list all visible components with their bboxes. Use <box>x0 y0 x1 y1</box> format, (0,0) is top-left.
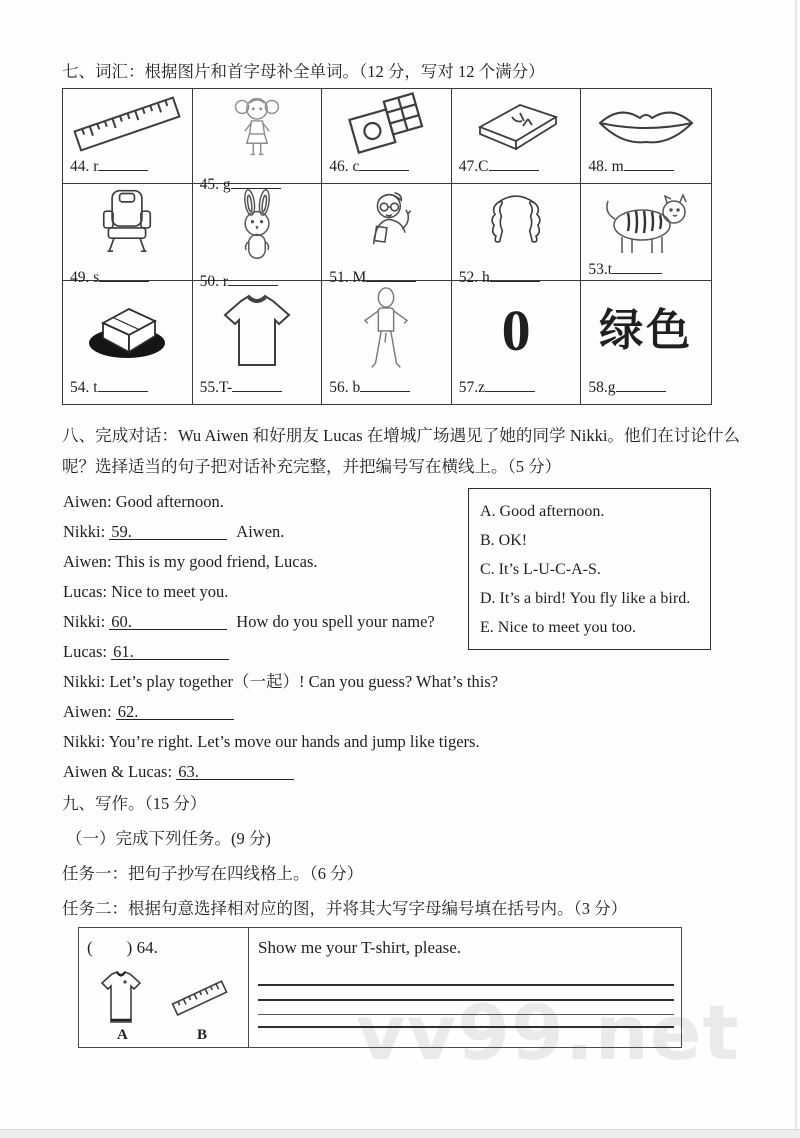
dialogue-line <box>63 517 498 547</box>
section9-task2: 任务二：根据句意选择相对应的图，并将其大写字母编号填在括号内。（3 分） <box>62 899 628 918</box>
dialogue-text: Nikki: Let’s play together（一起）! Can you guess? What’s this? <box>63 672 499 691</box>
dialogue-text: Nikki: <box>63 612 110 631</box>
hair-icon <box>481 187 551 267</box>
option-d: D. It’s a bird! You fly like a bird. <box>480 590 691 607</box>
chinese-book-icon <box>468 93 564 155</box>
vocab-label: 57.z <box>458 379 486 396</box>
vocab-cell-50 <box>193 184 323 290</box>
choice-label-a: A <box>117 1027 128 1043</box>
vocab-cell-52 <box>452 184 582 286</box>
seat-icon <box>94 187 160 267</box>
zero-glyph: 0 <box>501 297 531 363</box>
dialogue-line <box>63 607 498 637</box>
blank-number: 60. <box>111 612 132 631</box>
vocab-label: 56. b <box>329 379 361 396</box>
chocolate-icon <box>340 92 432 156</box>
vocab-cell-54 <box>63 281 193 404</box>
dialogue-text: How do you spell your name? <box>236 612 435 631</box>
section9-task1: 任务一：把句子抄写在四线格上。（6 分） <box>62 864 364 883</box>
vocab-label: 51. M <box>329 269 367 286</box>
dialogue-line <box>63 727 498 757</box>
answer-blank-62[interactable] <box>116 697 234 720</box>
answer-blank[interactable] <box>98 378 148 392</box>
vocab-cell-56 <box>322 281 452 404</box>
vocab-label: 49. s <box>70 269 100 286</box>
blank-number: 62. <box>117 702 139 721</box>
dialogue-text: Aiwen & Lucas: <box>63 762 177 781</box>
answer-blank[interactable] <box>98 157 148 171</box>
answer-blank[interactable] <box>616 378 666 392</box>
section7-title: 七、词汇：根据图片和首字母补全单词。（12 分，写对 12 个满分） <box>62 62 545 81</box>
vocab-cell-47 <box>452 89 582 184</box>
rabbit-icon <box>226 187 288 271</box>
options-box <box>468 488 711 650</box>
tofu-icon <box>77 293 177 369</box>
ruler-choice-icon <box>169 976 231 1022</box>
green-color-text: 绿色 <box>599 305 694 355</box>
answer-blank[interactable] <box>489 157 539 171</box>
vocab-cell-51 <box>322 184 452 286</box>
answer-blank-63[interactable] <box>176 757 294 780</box>
section9-sub: （一）完成下列任务。(9 分) <box>66 829 271 848</box>
dialogue-line <box>63 487 498 517</box>
four-line-writing-grid[interactable] <box>258 984 674 1028</box>
vocab-label: 55.T- <box>199 379 233 396</box>
dialogue-text: Aiwen: <box>63 702 116 721</box>
vocab-cell-55 <box>193 281 323 404</box>
mouth-icon <box>594 93 698 155</box>
choice-label-b: B <box>197 1027 208 1043</box>
option-e: E. Nice to meet you too. <box>480 619 636 636</box>
vocab-cell-53 <box>581 184 711 281</box>
option-c: C. It’s L-U-C-A-S. <box>480 561 601 578</box>
writing-line-3 <box>258 1014 674 1015</box>
writing-line-2 <box>258 999 674 1001</box>
vocab-label: 58.g <box>588 379 616 396</box>
vocab-label: 52. h <box>458 269 490 286</box>
dialogue-text: Aiwen. <box>236 522 285 541</box>
dialogue-text: Aiwen: Good afternoon. <box>63 492 224 511</box>
t-shirt-choice-icon <box>98 970 144 1028</box>
answer-blank[interactable] <box>624 157 674 171</box>
dialogue-line <box>63 757 498 787</box>
answer-blank[interactable] <box>366 268 416 282</box>
copy-sentence: Show me your T-shirt, please. <box>258 938 462 957</box>
option-a: A. Good afternoon. <box>480 503 605 520</box>
answer-blank[interactable] <box>99 268 149 282</box>
dialogue-line <box>63 697 498 727</box>
ruler-icon <box>69 93 185 155</box>
vocab-cell-49 <box>63 184 193 286</box>
vocab-label: 46. c <box>329 158 360 175</box>
answer-blank-60[interactable] <box>109 607 227 630</box>
dialogue-text: Aiwen: This is my good friend, Lucas. <box>63 552 318 571</box>
writing-line-4 <box>258 1026 674 1028</box>
vocab-label: 48. m <box>588 158 624 175</box>
dialogue-line <box>63 577 498 607</box>
dialogue-text: Lucas: <box>63 642 112 661</box>
girl-icon <box>227 92 287 174</box>
answer-blank[interactable] <box>359 157 409 171</box>
answer-blank-61[interactable] <box>111 637 229 660</box>
page-right-edge <box>795 0 797 1130</box>
answer-blank[interactable] <box>490 268 540 282</box>
vocab-label: 44. r <box>70 158 99 175</box>
blank-number: 61. <box>113 642 134 661</box>
option-b: B. OK! <box>480 532 528 549</box>
vocab-label: 47.C <box>458 158 489 175</box>
dialogue-line <box>63 637 498 667</box>
vocab-cell-48 <box>581 89 711 184</box>
t-shirt-icon <box>215 291 299 371</box>
vocab-label: 45. g <box>199 176 231 193</box>
section9-title: 九、写作。（15 分） <box>62 794 207 813</box>
teacher-icon <box>351 187 421 267</box>
question-64-sentence-area <box>249 928 681 1047</box>
answer-blank-59[interactable] <box>109 517 227 540</box>
dialogue <box>63 487 498 787</box>
question-64-choices <box>79 928 249 1047</box>
vocab-cell-45 <box>193 89 323 193</box>
answer-parentheses[interactable]: ( ) 64. <box>87 938 158 957</box>
dialogue-line <box>63 547 498 577</box>
answer-blank[interactable] <box>485 378 535 392</box>
answer-blank[interactable] <box>360 378 410 392</box>
writing-line-1 <box>258 984 674 986</box>
section8-intro: 八、完成对话：Wu Aiwen 和好朋友 Lucas 在增城广场遇见了她的同学 Nikki。他们在讨论什么呢？选择适当的句子把对话补充完整，并把编号写在横线上。（5 分） <box>62 426 740 476</box>
body-icon <box>354 287 418 375</box>
answer-blank[interactable] <box>232 378 282 392</box>
vocab-label: 50. r <box>199 273 229 290</box>
tiger-icon <box>600 187 692 259</box>
question-64-box <box>78 927 682 1048</box>
answer-blank[interactable] <box>612 260 662 274</box>
vocab-table <box>62 88 712 405</box>
vocab-label: 54. t <box>70 379 98 396</box>
dialogue-text: Nikki: You’re right. Let’s move our hands and jump like tigers. <box>63 732 480 751</box>
dialogue-line <box>63 667 498 697</box>
blank-number: 63. <box>178 762 199 781</box>
dialogue-text: Lucas: Nice to meet you. <box>63 582 229 601</box>
vocab-cell-57 <box>452 281 582 404</box>
blank-number: 59. <box>111 522 132 541</box>
vocab-cell-46 <box>322 89 452 184</box>
vocab-cell-44 <box>63 89 193 184</box>
dialogue-text: Nikki: <box>63 522 110 541</box>
page-bottom-strip <box>0 1129 800 1138</box>
watermark: vv99.net <box>356 988 740 1077</box>
vocab-cell-58 <box>581 281 711 404</box>
vocab-label: 53.t <box>588 261 613 278</box>
